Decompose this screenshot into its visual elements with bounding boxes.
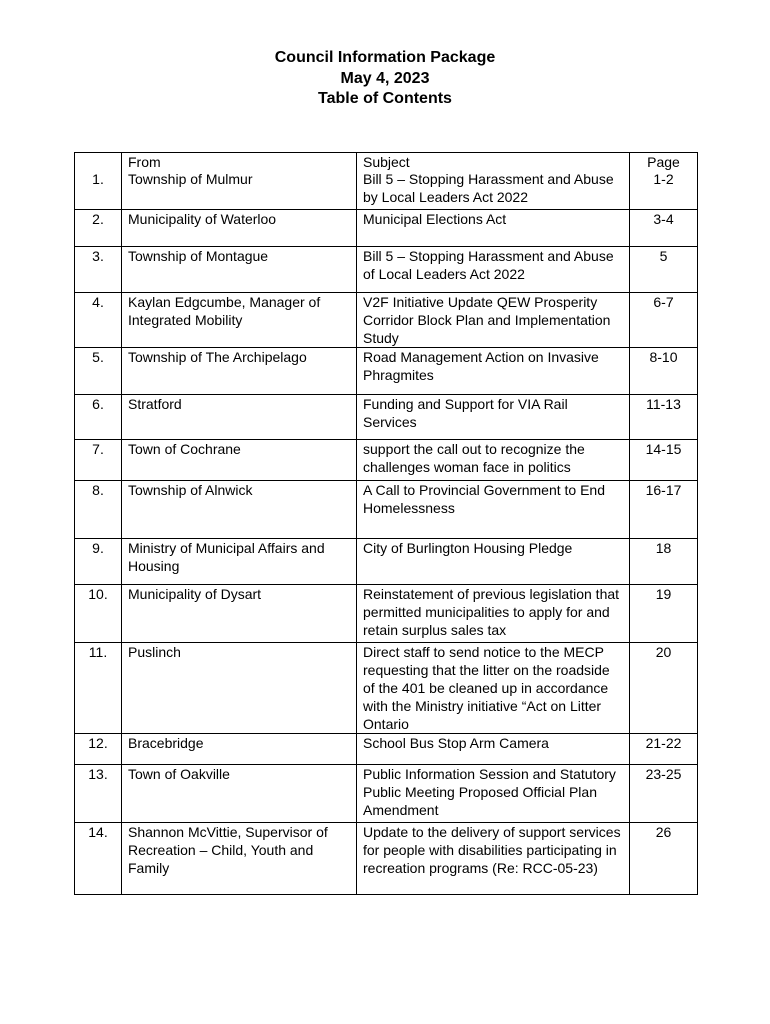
table-row [75,439,698,480]
row-number: 10. [75,584,122,642]
row-page: 26 [630,822,698,894]
row-from: Township of The Archipelago [122,347,357,394]
row-subject: Public Information Session and Statutory Public Meeting Proposed Official Plan Amendment [357,764,630,822]
row-from: Township of Alnwick [122,480,357,538]
header-subject: Subject [363,154,410,170]
row-from: Shannon McVittie, Supervisor of Recreation – Child, Youth and Family [122,822,357,894]
contents-table-body [74,170,698,895]
table-row [75,764,698,822]
row-subject: support the call out to recognize the challenges woman face in politics [357,439,630,480]
header-page: Page [647,154,680,170]
row-number: 1. [75,170,122,209]
row-number: 11. [75,642,122,733]
row-from: Bracebridge [122,733,357,764]
row-number: 2. [75,209,122,246]
row-subject: V2F Initiative Update QEW Prosperity Corridor Block Plan and Implementation Study [357,292,630,347]
row-page: 18 [630,538,698,584]
table-row [75,209,698,246]
row-from: Municipality of Waterloo [122,209,357,246]
row-subject: Update to the delivery of support services for people with disabilities participating in recreation programs (Re: RCC-05-23) [357,822,630,894]
row-number: 9. [75,538,122,584]
row-number: 5. [75,347,122,394]
row-page: 11-13 [630,394,698,439]
row-page: 20 [630,642,698,733]
row-subject: Road Management Action on Invasive Phragmites [357,347,630,394]
table-row [75,480,698,538]
table-row [75,292,698,347]
row-from: Municipality of Dysart [122,584,357,642]
row-subject: City of Burlington Housing Pledge [357,538,630,584]
table-row [75,584,698,642]
table-row [75,170,698,209]
table-row [75,822,698,894]
row-subject: Direct staff to send notice to the MECP requesting that the litter on the roadside of the 401 be cleaned up in accordance with the Ministry initiative “Act on Litter Ontario [357,642,630,733]
row-from: Ministry of Municipal Affairs and Housing [122,538,357,584]
row-from: Town of Oakville [122,764,357,822]
row-subject: Funding and Support for VIA Rail Services [357,394,630,439]
row-subject: Bill 5 – Stopping Harassment and Abuse by Local Leaders Act 2022 [357,170,630,209]
table-row [75,246,698,292]
contents-table [74,152,698,171]
document-title [0,48,770,110]
row-subject: Municipal Elections Act [357,209,630,246]
row-subject: A Call to Provincial Government to End Homelessness [357,480,630,538]
row-subject: Reinstatement of previous legislation that permitted municipalities to apply for and retain surplus sales tax [357,584,630,642]
row-from: Town of Cochrane [122,439,357,480]
row-from: Kaylan Edgcumbe, Manager of Integrated Mobility [122,292,357,347]
table-row [75,347,698,394]
row-subject: School Bus Stop Arm Camera [357,733,630,764]
row-from: Township of Mulmur [122,170,357,209]
row-page: 8-10 [630,347,698,394]
row-page: 3-4 [630,209,698,246]
row-page: 1-2 [630,170,698,209]
row-page: 16-17 [630,480,698,538]
row-page: 6-7 [630,292,698,347]
title-line-toc: Table of Contents [318,90,452,107]
row-number: 3. [75,246,122,292]
table-row [75,394,698,439]
row-subject: Bill 5 – Stopping Harassment and Abuse of Local Leaders Act 2022 [357,246,630,292]
title-line-date: May 4, 2023 [340,69,430,87]
row-number: 7. [75,439,122,480]
row-from: Stratford [122,394,357,439]
row-number: 8. [75,480,122,538]
title-line-package: Council Information Package [274,49,496,66]
header-from: From [128,154,161,170]
row-number: 4. [75,292,122,347]
row-page: 14-15 [630,439,698,480]
table-row [75,642,698,733]
row-from: Puslinch [122,642,357,733]
table-row [75,153,698,172]
row-page: 5 [630,246,698,292]
row-page: 19 [630,584,698,642]
row-number: 13. [75,764,122,822]
row-from: Township of Montague [122,246,357,292]
row-number: 6. [75,394,122,439]
row-page: 21-22 [630,733,698,764]
row-page: 23-25 [630,764,698,822]
table-row [75,538,698,584]
row-number: 14. [75,822,122,894]
table-row [75,733,698,764]
row-number: 12. [75,733,122,764]
